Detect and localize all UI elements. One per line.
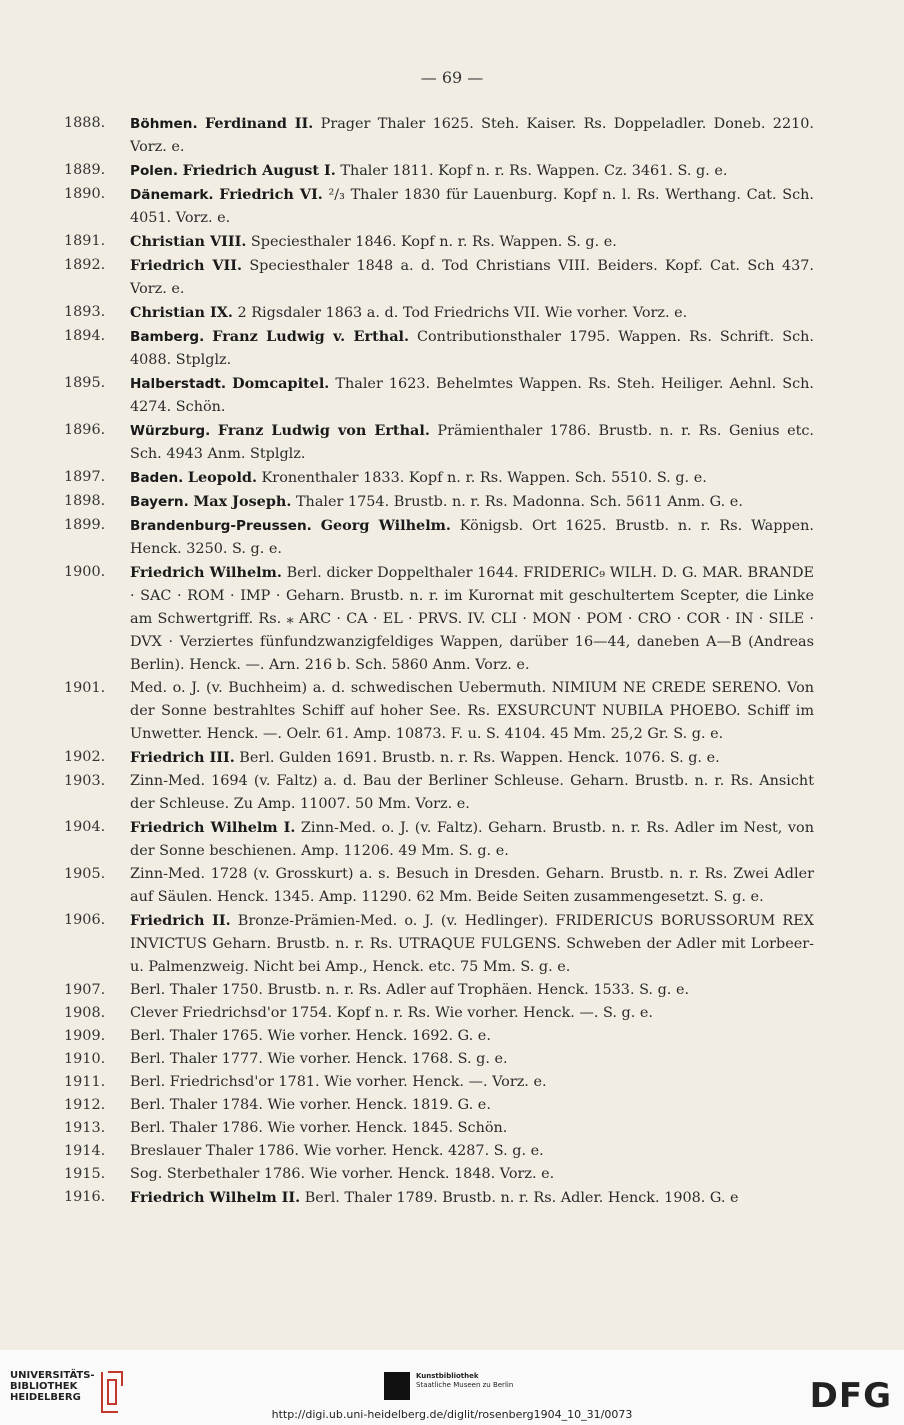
entry-number: 1906. [64,912,106,928]
catalog-entry [64,1048,814,1071]
catalog-entry [64,301,814,325]
entry-number: 1914. [64,1143,106,1159]
entry-number: 1895. [64,375,106,391]
catalog-entry [64,372,814,419]
entry-text [312,518,321,534]
entry-number: 1896. [64,422,106,438]
catalog-entry [64,514,814,561]
entry-text: Berl. Gulden 1691. Brustb. n. r. Rs. Wappen. Henck. 1076. S. g. e. [234,750,720,766]
entry-ruler: Domcapitel. [232,375,330,392]
entry-region: Polen. [130,163,179,179]
entry-number: 1889. [64,162,106,178]
catalog-entry [64,770,814,816]
catalog-entry [64,746,814,770]
entry-number: 1908. [64,1005,106,1021]
entry-region: Bamberg. [130,329,205,345]
kunstbibliothek-icon [384,1372,410,1400]
entry-region: Dänemark. [130,187,214,203]
entry-text: Berl. Thaler 1789. Brustb. n. r. Rs. Adler. Henck. 1908. G. e [300,1190,739,1206]
entry-number: 1891. [64,233,106,249]
entry-ruler: Friedrich Wilhelm II. [130,1189,301,1206]
catalog-entry [64,159,814,183]
entry-region: Halberstadt. [130,376,227,392]
entry-text: Speciesthaler 1846. Kopf n. r. Rs. Wappen. S. g. e. [246,234,617,250]
entry-ruler: Friedrich Wilhelm I. [130,819,296,836]
entry-text: Berl. dicker Doppelthaler 1644. FRIDERIC₉ WILH. D. G. MAR. BRANDE · SAC · ROM · IMP · Geharn. Brustb. n. r. im Kurornat mit geschultertem Scepter, die Linke am Schwertgriff. Rs. ⁎ ARC · CA · EL · PRVS. IV. CLI · MON · POM · CRO · COR · IN · SILE · DVX · Verziertes fünfundzwanzigfeldiges Wappen, darüber 16—44, daneben A—B (Andreas Berlin). Henck. —. Arn. 216 b. Sch. 5860 Anm. Vorz. e. [130,565,814,673]
entry-text: Contributionsthaler 1795. Wappen. Rs. Schrift. Sch. 4088. Stplglz. [130,329,814,368]
page-number: — 69 — [420,68,484,87]
entry-number: 1890. [64,186,106,202]
entry-text: Thaler 1811. Kopf n. r. Rs. Wappen. Cz. 3461. S. g. e. [335,163,728,179]
catalog-entry [64,561,814,677]
catalog-entry [64,325,814,372]
catalog-entry [64,677,814,746]
entry-text: ²/₃ Thaler 1830 für Lauenburg. Kopf n. l. Rs. Werthang. Cat. Sch. 4051. Vorz. e. [130,187,814,226]
entry-text: Sog. Sterbethaler 1786. Wie vorher. Henck. 1848. Vorz. e. [130,1166,555,1182]
entry-region: Brandenburg-Preussen. [130,518,312,534]
entry-number: 1910. [64,1051,106,1067]
catalog-entry [64,1186,814,1210]
entry-ruler: Friedrich III. [130,749,235,766]
entry-text: Berl. Friedrichsd'or 1781. Wie vorher. Henck. —. Vorz. e. [130,1074,547,1090]
entry-text: Berl. Thaler 1784. Wie vorher. Henck. 1819. G. e. [130,1097,491,1113]
entry-text: Berl. Thaler 1777. Wie vorher. Henck. 1768. S. g. e. [130,1051,508,1067]
entry-number: 1904. [64,819,106,835]
catalog-entry [64,466,814,490]
entry-ruler: Franz Ludwig v. Erthal. [212,328,409,345]
entry-ruler: Ferdinand II. [204,115,314,132]
entry-text: Thaler 1623. Behelmtes Wappen. Rs. Steh. Heiliger. Aehnl. Sch. 4274. Schön. [130,376,814,415]
entry-ruler: Franz Ludwig von Erthal. [217,422,430,439]
entry-ruler: Georg Wilhelm. [320,517,451,534]
entry-number: 1903. [64,773,106,789]
entry-region: Würzburg. [130,423,211,439]
entry-number: 1909. [64,1028,106,1044]
kb-name: Kunstbibliothek [416,1372,479,1380]
entry-text: Zinn-Med. 1694 (v. Faltz) a. d. Bau der Berliner Schleuse. Geharn. Brustb. n. r. Rs. Ansicht der Schleuse. Zu Amp. 11007. 50 Mm. Vorz. e. [130,773,814,812]
entry-number: 1897. [64,469,106,485]
catalog-entry [64,490,814,514]
entry-text: Breslauer Thaler 1786. Wie vorher. Henck. 4287. S. g. e. [130,1143,544,1159]
entry-number: 1898. [64,493,106,509]
source-url[interactable]: http://digi.ub.uni-heidelberg.de/diglit/rosenberg1904_10_31/0073 [271,1408,633,1421]
catalog-entry [64,1025,814,1048]
entry-text: Med. o. J. (v. Buchheim) a. d. schwedischen Uebermuth. NIMIUM NE CREDE SERENO. Von der Sonne bestrahltes Schiff auf hoher See. Rs. EXSURCUNT NUBILA PHOEBO. Schiff im Unwetter. Henck. —. Oelr. 61. Amp. 10873. F. u. S. 4104. 45 Mm. 25,2 Gr. S. g. e. [130,680,814,742]
catalog-entry [64,1094,814,1117]
entry-text: Thaler 1754. Brustb. n. r. Rs. Madonna. Sch. 5611 Anm. G. e. [291,494,743,510]
entry-number: 1915. [64,1166,106,1182]
entry-number: 1901. [64,680,106,696]
footer-bar [0,1350,904,1425]
entry-region: Baden. [130,470,184,486]
entry-text: Bronze-Prämien-Med. o. J. (v. Hedlinger). FRIDERICUS BORUSSORUM REX INVICTUS Geharn. Brustb. n. r. Rs. UTRAQUE FULGENS. Schweben der Adler mit Lorbeer- u. Palmenzweig. Nicht bei Amp., Henck. etc. 75 Mm. S. g. e. [130,913,814,975]
entry-text: Prämienthaler 1786. Brustb. n. r. Rs. Genius etc. Sch. 4943 Anm. Stplglz. [130,423,815,462]
catalog-entry [64,1117,814,1140]
entry-number: 1893. [64,304,106,320]
catalog-entry [64,1071,814,1094]
ub-logo-text: UNIVERSITÄTS- BIBLIOTHEK HEIDELBERG [10,1370,95,1403]
entry-text: Königsb. Ort 1625. Brustb. n. r. Rs. Wappen. Henck. 3250. S. g. e. [130,518,814,557]
catalog-entry [64,1002,814,1025]
entry-text: Zinn-Med. o. J. (v. Faltz). Geharn. Brustb. n. r. Rs. Adler im Nest, von der Sonne beschienen. Amp. 11206. 49 Mm. S. g. e. [130,820,814,859]
entry-text: Berl. Thaler 1765. Wie vorher. Henck. 1692. G. e. [130,1028,491,1044]
entry-text: Clever Friedrichsd'or 1754. Kopf n. r. Rs. Wie vorher. Henck. —. S. g. e. [130,1005,653,1021]
catalog-entry [64,183,814,230]
entry-text: Speciesthaler 1848 a. d. Tod Christians VIII. Beiders. Kopf. Cat. Sch 437. Vorz. e. [130,258,814,297]
catalog-entry [64,1140,814,1163]
entry-ruler: Leopold. [187,469,257,486]
entry-number: 1912. [64,1097,106,1113]
entry-number: 1905. [64,866,106,882]
entry-ruler: Friedrich VII. [130,257,242,274]
entry-ruler: Friedrich August I. [182,162,336,179]
entry-text: Prager Thaler 1625. Steh. Kaiser. Rs. Doppeladler. Doneb. 2210. Vorz. e. [130,116,814,155]
catalog-entry [64,254,814,301]
dfg-logo[interactable]: DFG [809,1376,892,1416]
entry-number: 1894. [64,328,106,344]
entry-text: 2 Rigsdaler 1863 a. d. Tod Friedrichs VII. Wie vorher. Vorz. e. [232,305,688,321]
entry-number: 1913. [64,1120,106,1136]
entry-number: 1902. [64,749,106,765]
catalog-entry [64,1163,814,1186]
entry-number: 1899. [64,517,106,533]
entry-text [210,423,218,439]
catalog-entry [64,909,814,979]
entry-ruler: Friedrich VI. [219,186,323,203]
entry-ruler: Friedrich Wilhelm. [130,564,282,581]
entry-number: 1916. [64,1189,106,1205]
catalog-entry [64,112,814,159]
entry-text: Berl. Thaler 1786. Wie vorher. Henck. 1845. Schön. [130,1120,508,1136]
entry-number: 1892. [64,257,106,273]
entry-text: Zinn-Med. 1728 (v. Grosskurt) a. s. Besuch in Dresden. Geharn. Brustb. n. r. Rs. Zwei Adler auf Säulen. Henck. 1345. Amp. 11290. 62 Mm. Beide Seiten zusammengesetzt. S. g. e. [130,866,814,905]
entry-ruler: Christian VIII. [130,233,247,250]
catalog-entry [64,230,814,254]
kb-subtitle: Staatliche Museen zu Berlin [416,1381,514,1389]
catalog-entries [64,112,814,1210]
entry-region: Böhmen. [130,116,198,132]
entry-number: 1900. [64,564,106,580]
entry-ruler: Friedrich II. [130,912,231,929]
catalog-entry [64,419,814,466]
entry-ruler: Max Joseph. [193,493,292,510]
entry-text: Berl. Thaler 1750. Brustb. n. r. Rs. Adler auf Trophäen. Henck. 1533. S. g. e. [130,982,690,998]
catalog-entry [64,863,814,909]
entry-region: Bayern. [130,494,189,510]
entry-text [198,116,205,132]
entry-number: 1911. [64,1074,106,1090]
catalog-entry [64,816,814,863]
entry-text: Kronenthaler 1833. Kopf n. r. Rs. Wappen. Sch. 5510. S. g. e. [256,470,707,486]
entry-ruler: Christian IX. [130,304,233,321]
kunstbibliothek-logo[interactable] [384,1370,534,1406]
catalog-entry [64,979,814,1002]
entry-number: 1888. [64,115,106,131]
entry-number: 1907. [64,982,106,998]
